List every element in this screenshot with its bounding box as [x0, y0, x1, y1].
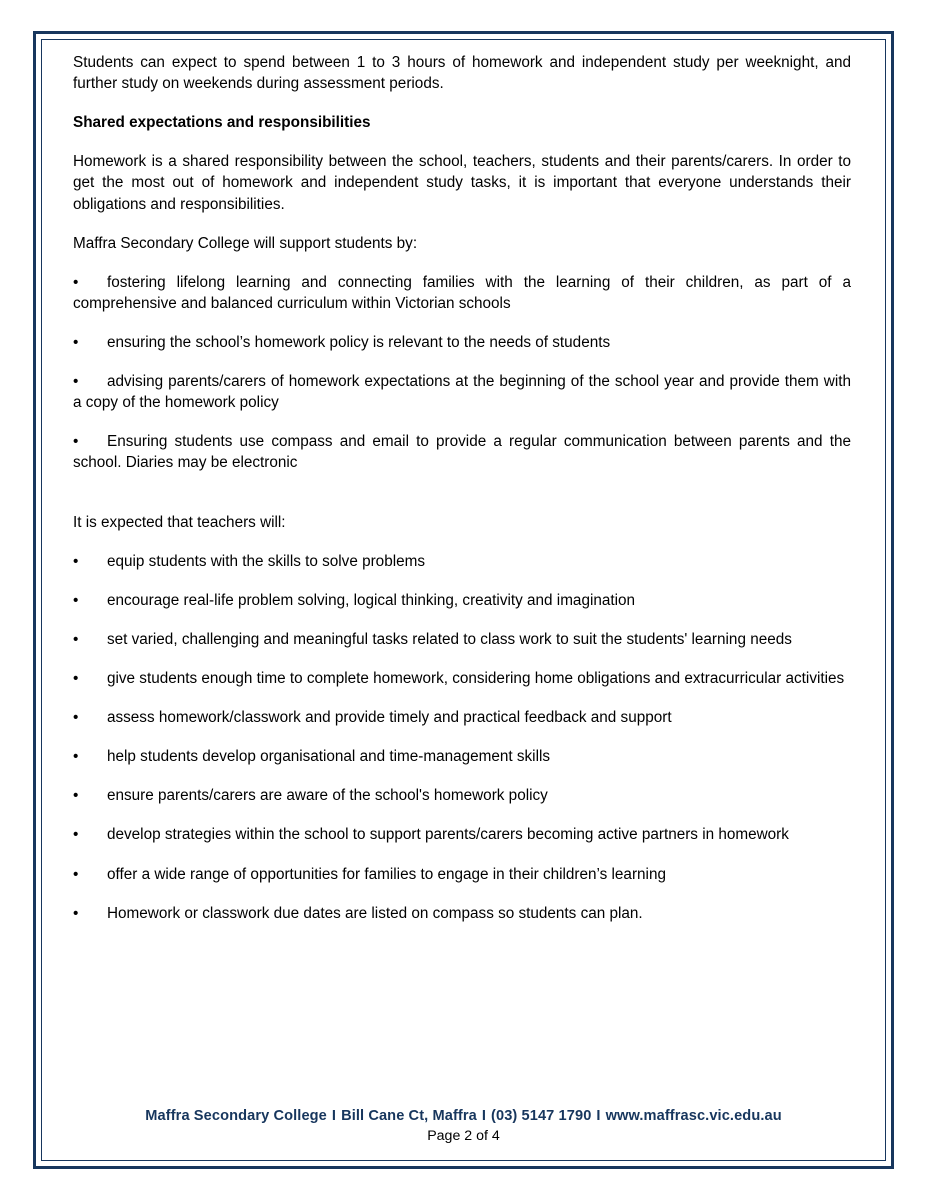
bullet-icon: • — [73, 709, 79, 727]
section-heading: Shared expectations and responsibilities — [73, 114, 371, 132]
bullet-icon: • — [73, 273, 79, 291]
list-item — [73, 746, 851, 767]
page-footer — [73, 1108, 854, 1144]
list-item-label: ensure parents/carers are aware of the school's homework policy — [107, 787, 548, 805]
footer-school-name: Maffra Secondary College — [145, 1108, 327, 1124]
list-item — [73, 903, 851, 924]
section-spacer — [73, 492, 851, 512]
teacher-lead-in: It is expected that teachers will: — [73, 513, 286, 531]
list-item — [73, 864, 851, 885]
bullet-icon: • — [73, 373, 79, 391]
bullet-icon: • — [73, 433, 79, 451]
list-item-label: advising parents/carers of homework expectations at the beginning of the school year and provide them with a copy of the homework policy — [73, 373, 851, 412]
list-item-label: equip students with the skills to solve problems — [107, 552, 425, 570]
list-item-label: fostering lifelong learning and connecting families with the learning of their children, as part of a comprehensive and balanced curriculum within Victorian schools — [73, 273, 851, 312]
footer-separator: I — [331, 1108, 337, 1124]
list-item-label: offer a wide range of opportunities for families to engage in their children’s learning — [107, 865, 666, 883]
bullet-icon: • — [73, 669, 79, 687]
bullet-icon: • — [73, 748, 79, 766]
list-item-label: help students develop organisational and time-management skills — [107, 748, 551, 766]
list-item — [73, 332, 851, 353]
page-number: Page 2 of 4 — [427, 1128, 500, 1144]
list-item — [73, 590, 851, 611]
intro-paragraph: Students can expect to spend between 1 to 3 hours of homework and independent study per weeknight, and further study on weekends during assessment periods. — [73, 54, 851, 93]
list-item-label: set varied, challenging and meaningful tasks related to class work to suit the students' learning needs — [107, 630, 792, 648]
footer-separator: I — [481, 1108, 487, 1124]
list-item — [73, 371, 851, 413]
list-item — [73, 629, 851, 650]
list-item-label: give students enough time to complete homework, considering home obligations and extracurricular activities — [107, 669, 845, 687]
bullet-icon: • — [73, 630, 79, 648]
list-item — [73, 551, 851, 572]
list-item-label: Homework or classwork due dates are listed on compass so students can plan. — [107, 904, 643, 922]
document-body — [73, 52, 851, 942]
bullet-icon: • — [73, 333, 79, 351]
bullet-icon: • — [73, 826, 79, 844]
footer-contact-line — [73, 1108, 854, 1124]
list-item-label: Ensuring students use compass and email to provide a regular communication between parents and the school. Diaries may be electronic — [73, 433, 851, 472]
list-item — [73, 272, 851, 314]
bullet-icon: • — [73, 591, 79, 609]
bullet-icon: • — [73, 904, 79, 922]
list-item-label: encourage real-life problem solving, logical thinking, creativity and imagination — [107, 591, 636, 609]
shared-responsibility-paragraph: Homework is a shared responsibility between the school, teachers, students and their parents/carers. In order to get the most out of homework and independent study tasks, it is important that everyone understands their obligations and responsibilities. — [73, 153, 851, 213]
list-item-label: ensuring the school’s homework policy is relevant to the needs of students — [107, 333, 611, 351]
list-item — [73, 785, 851, 806]
list-item-label: develop strategies within the school to support parents/carers becoming active partners in homework — [107, 826, 789, 844]
bullet-icon: • — [73, 552, 79, 570]
footer-address: Bill Cane Ct, Maffra — [341, 1108, 477, 1124]
footer-phone: (03) 5147 1790 — [491, 1108, 592, 1124]
list-item — [73, 824, 851, 845]
list-item — [73, 431, 851, 473]
list-item — [73, 668, 851, 689]
footer-separator: I — [596, 1108, 601, 1124]
list-item — [73, 707, 851, 728]
school-support-lead-in: Maffra Secondary College will support students by: — [73, 234, 418, 252]
bullet-icon: • — [73, 787, 79, 805]
footer-website-link[interactable]: www.maffrasc.vic.edu.au — [605, 1108, 782, 1124]
bullet-icon: • — [73, 865, 79, 883]
list-item-label: assess homework/classwork and provide timely and practical feedback and support — [107, 709, 672, 727]
